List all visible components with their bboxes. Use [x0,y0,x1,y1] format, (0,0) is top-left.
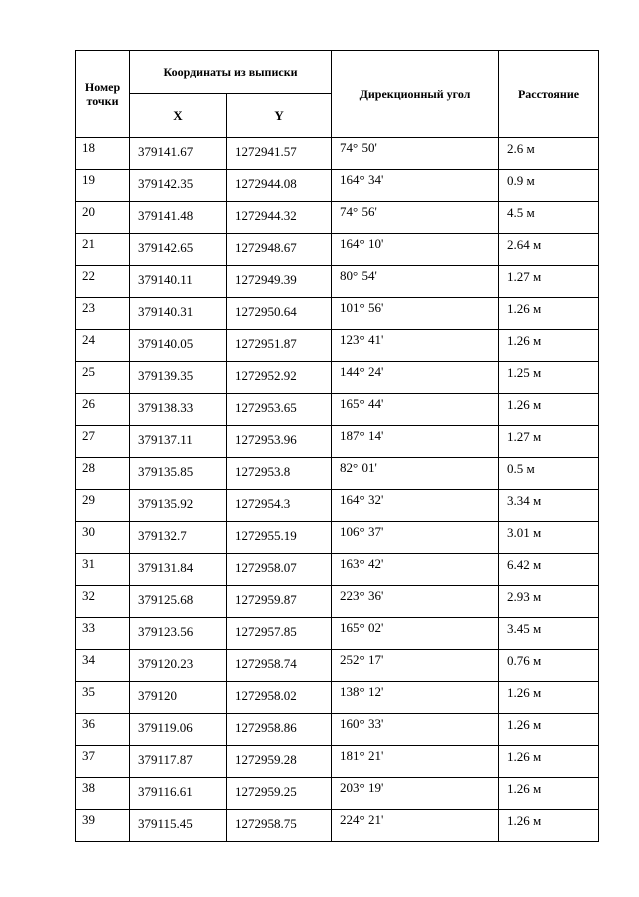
cell-directional-angle: 181° 21' [332,746,499,778]
cell-distance: 0.76 м [499,650,599,682]
cell-directional-angle: 164° 10' [332,234,499,266]
cell-y: 1272954.3 [227,490,332,522]
cell-y: 1272955.19 [227,522,332,554]
cell-point-number: 20 [76,202,130,234]
table-row [76,394,599,426]
cell-point-number: 31 [76,554,130,586]
cell-distance: 3.01 м [499,522,599,554]
coordinates-table [75,50,599,842]
cell-y: 1272958.74 [227,650,332,682]
header-y: Y [227,94,332,138]
cell-point-number: 27 [76,426,130,458]
header-distance: Расстояние [499,51,599,138]
cell-x: 379137.11 [130,426,227,458]
table-row [76,554,599,586]
cell-directional-angle: 80° 54' [332,266,499,298]
cell-distance: 1.27 м [499,426,599,458]
cell-x: 379125.68 [130,586,227,618]
cell-x: 379117.87 [130,746,227,778]
cell-x: 379140.05 [130,330,227,362]
cell-directional-angle: 163° 42' [332,554,499,586]
cell-directional-angle: 138° 12' [332,682,499,714]
cell-directional-angle: 164° 32' [332,490,499,522]
cell-distance: 1.26 м [499,810,599,842]
cell-x: 379132.7 [130,522,227,554]
cell-x: 379119.06 [130,714,227,746]
cell-directional-angle: 203° 19' [332,778,499,810]
cell-point-number: 25 [76,362,130,394]
cell-x: 379120.23 [130,650,227,682]
cell-y: 1272958.02 [227,682,332,714]
cell-y: 1272957.85 [227,618,332,650]
cell-point-number: 23 [76,298,130,330]
cell-x: 379142.35 [130,170,227,202]
cell-x: 379140.11 [130,266,227,298]
table-row [76,650,599,682]
cell-x: 379141.67 [130,138,227,170]
cell-y: 1272941.57 [227,138,332,170]
cell-y: 1272949.39 [227,266,332,298]
table-body [76,138,599,842]
cell-distance: 1.26 м [499,298,599,330]
cell-y: 1272958.75 [227,810,332,842]
cell-distance: 3.45 м [499,618,599,650]
table-row [76,618,599,650]
cell-x: 379138.33 [130,394,227,426]
cell-distance: 3.34 м [499,490,599,522]
cell-x: 379115.45 [130,810,227,842]
table-row [76,266,599,298]
cell-y: 1272958.07 [227,554,332,586]
cell-point-number: 35 [76,682,130,714]
cell-y: 1272944.32 [227,202,332,234]
table-row [76,458,599,490]
table-row [76,170,599,202]
cell-x: 379123.56 [130,618,227,650]
cell-point-number: 30 [76,522,130,554]
header-coordinates-group: Координаты из выписки [130,51,332,94]
cell-x: 379142.65 [130,234,227,266]
table-row [76,522,599,554]
cell-distance: 1.25 м [499,362,599,394]
cell-point-number: 33 [76,618,130,650]
cell-directional-angle: 224° 21' [332,810,499,842]
cell-x: 379141.48 [130,202,227,234]
cell-distance: 1.26 м [499,746,599,778]
cell-distance: 2.64 м [499,234,599,266]
table-row [76,138,599,170]
cell-point-number: 32 [76,586,130,618]
table-row [76,362,599,394]
table-row [76,810,599,842]
cell-distance: 1.26 м [499,330,599,362]
cell-distance: 1.26 м [499,682,599,714]
table-row [76,746,599,778]
cell-x: 379135.92 [130,490,227,522]
cell-x: 379131.84 [130,554,227,586]
cell-y: 1272953.65 [227,394,332,426]
cell-distance: 2.6 м [499,138,599,170]
cell-directional-angle: 252° 17' [332,650,499,682]
cell-point-number: 26 [76,394,130,426]
cell-x: 379139.35 [130,362,227,394]
cell-point-number: 34 [76,650,130,682]
cell-directional-angle: 74° 56' [332,202,499,234]
cell-point-number: 24 [76,330,130,362]
cell-distance: 4.5 м [499,202,599,234]
cell-directional-angle: 106° 37' [332,522,499,554]
cell-distance: 0.9 м [499,170,599,202]
table-row [76,490,599,522]
cell-distance: 1.27 м [499,266,599,298]
cell-directional-angle: 82° 01' [332,458,499,490]
cell-y: 1272948.67 [227,234,332,266]
cell-directional-angle: 165° 44' [332,394,499,426]
header-point-number: Номер точки [76,51,130,138]
cell-directional-angle: 74° 50' [332,138,499,170]
header-x: X [130,94,227,138]
cell-y: 1272959.25 [227,778,332,810]
cell-point-number: 18 [76,138,130,170]
cell-directional-angle: 165° 02' [332,618,499,650]
cell-y: 1272951.87 [227,330,332,362]
cell-directional-angle: 123° 41' [332,330,499,362]
cell-y: 1272959.87 [227,586,332,618]
cell-distance: 1.26 м [499,714,599,746]
cell-y: 1272953.8 [227,458,332,490]
cell-distance: 1.26 м [499,778,599,810]
cell-point-number: 38 [76,778,130,810]
cell-point-number: 36 [76,714,130,746]
cell-distance: 6.42 м [499,554,599,586]
cell-directional-angle: 164° 34' [332,170,499,202]
cell-x: 379120 [130,682,227,714]
table-row [76,426,599,458]
cell-point-number: 39 [76,810,130,842]
cell-y: 1272952.92 [227,362,332,394]
table-row [76,234,599,266]
cell-point-number: 19 [76,170,130,202]
cell-directional-angle: 101° 56' [332,298,499,330]
table-row [76,714,599,746]
cell-point-number: 29 [76,490,130,522]
cell-y: 1272950.64 [227,298,332,330]
table-row [76,682,599,714]
cell-x: 379116.61 [130,778,227,810]
cell-directional-angle: 223° 36' [332,586,499,618]
table-row [76,202,599,234]
table-row [76,330,599,362]
cell-point-number: 22 [76,266,130,298]
header-directional-angle: Дирекционный угол [332,51,499,138]
table-row [76,586,599,618]
cell-directional-angle: 144° 24' [332,362,499,394]
cell-distance: 1.26 м [499,394,599,426]
cell-point-number: 21 [76,234,130,266]
table-header [76,51,599,138]
cell-directional-angle: 160° 33' [332,714,499,746]
cell-directional-angle: 187° 14' [332,426,499,458]
cell-distance: 0.5 м [499,458,599,490]
cell-point-number: 28 [76,458,130,490]
cell-y: 1272944.08 [227,170,332,202]
cell-y: 1272953.96 [227,426,332,458]
cell-point-number: 37 [76,746,130,778]
cell-y: 1272959.28 [227,746,332,778]
cell-x: 379140.31 [130,298,227,330]
table-row [76,778,599,810]
cell-y: 1272958.86 [227,714,332,746]
cell-distance: 2.93 м [499,586,599,618]
table-row [76,298,599,330]
cell-x: 379135.85 [130,458,227,490]
